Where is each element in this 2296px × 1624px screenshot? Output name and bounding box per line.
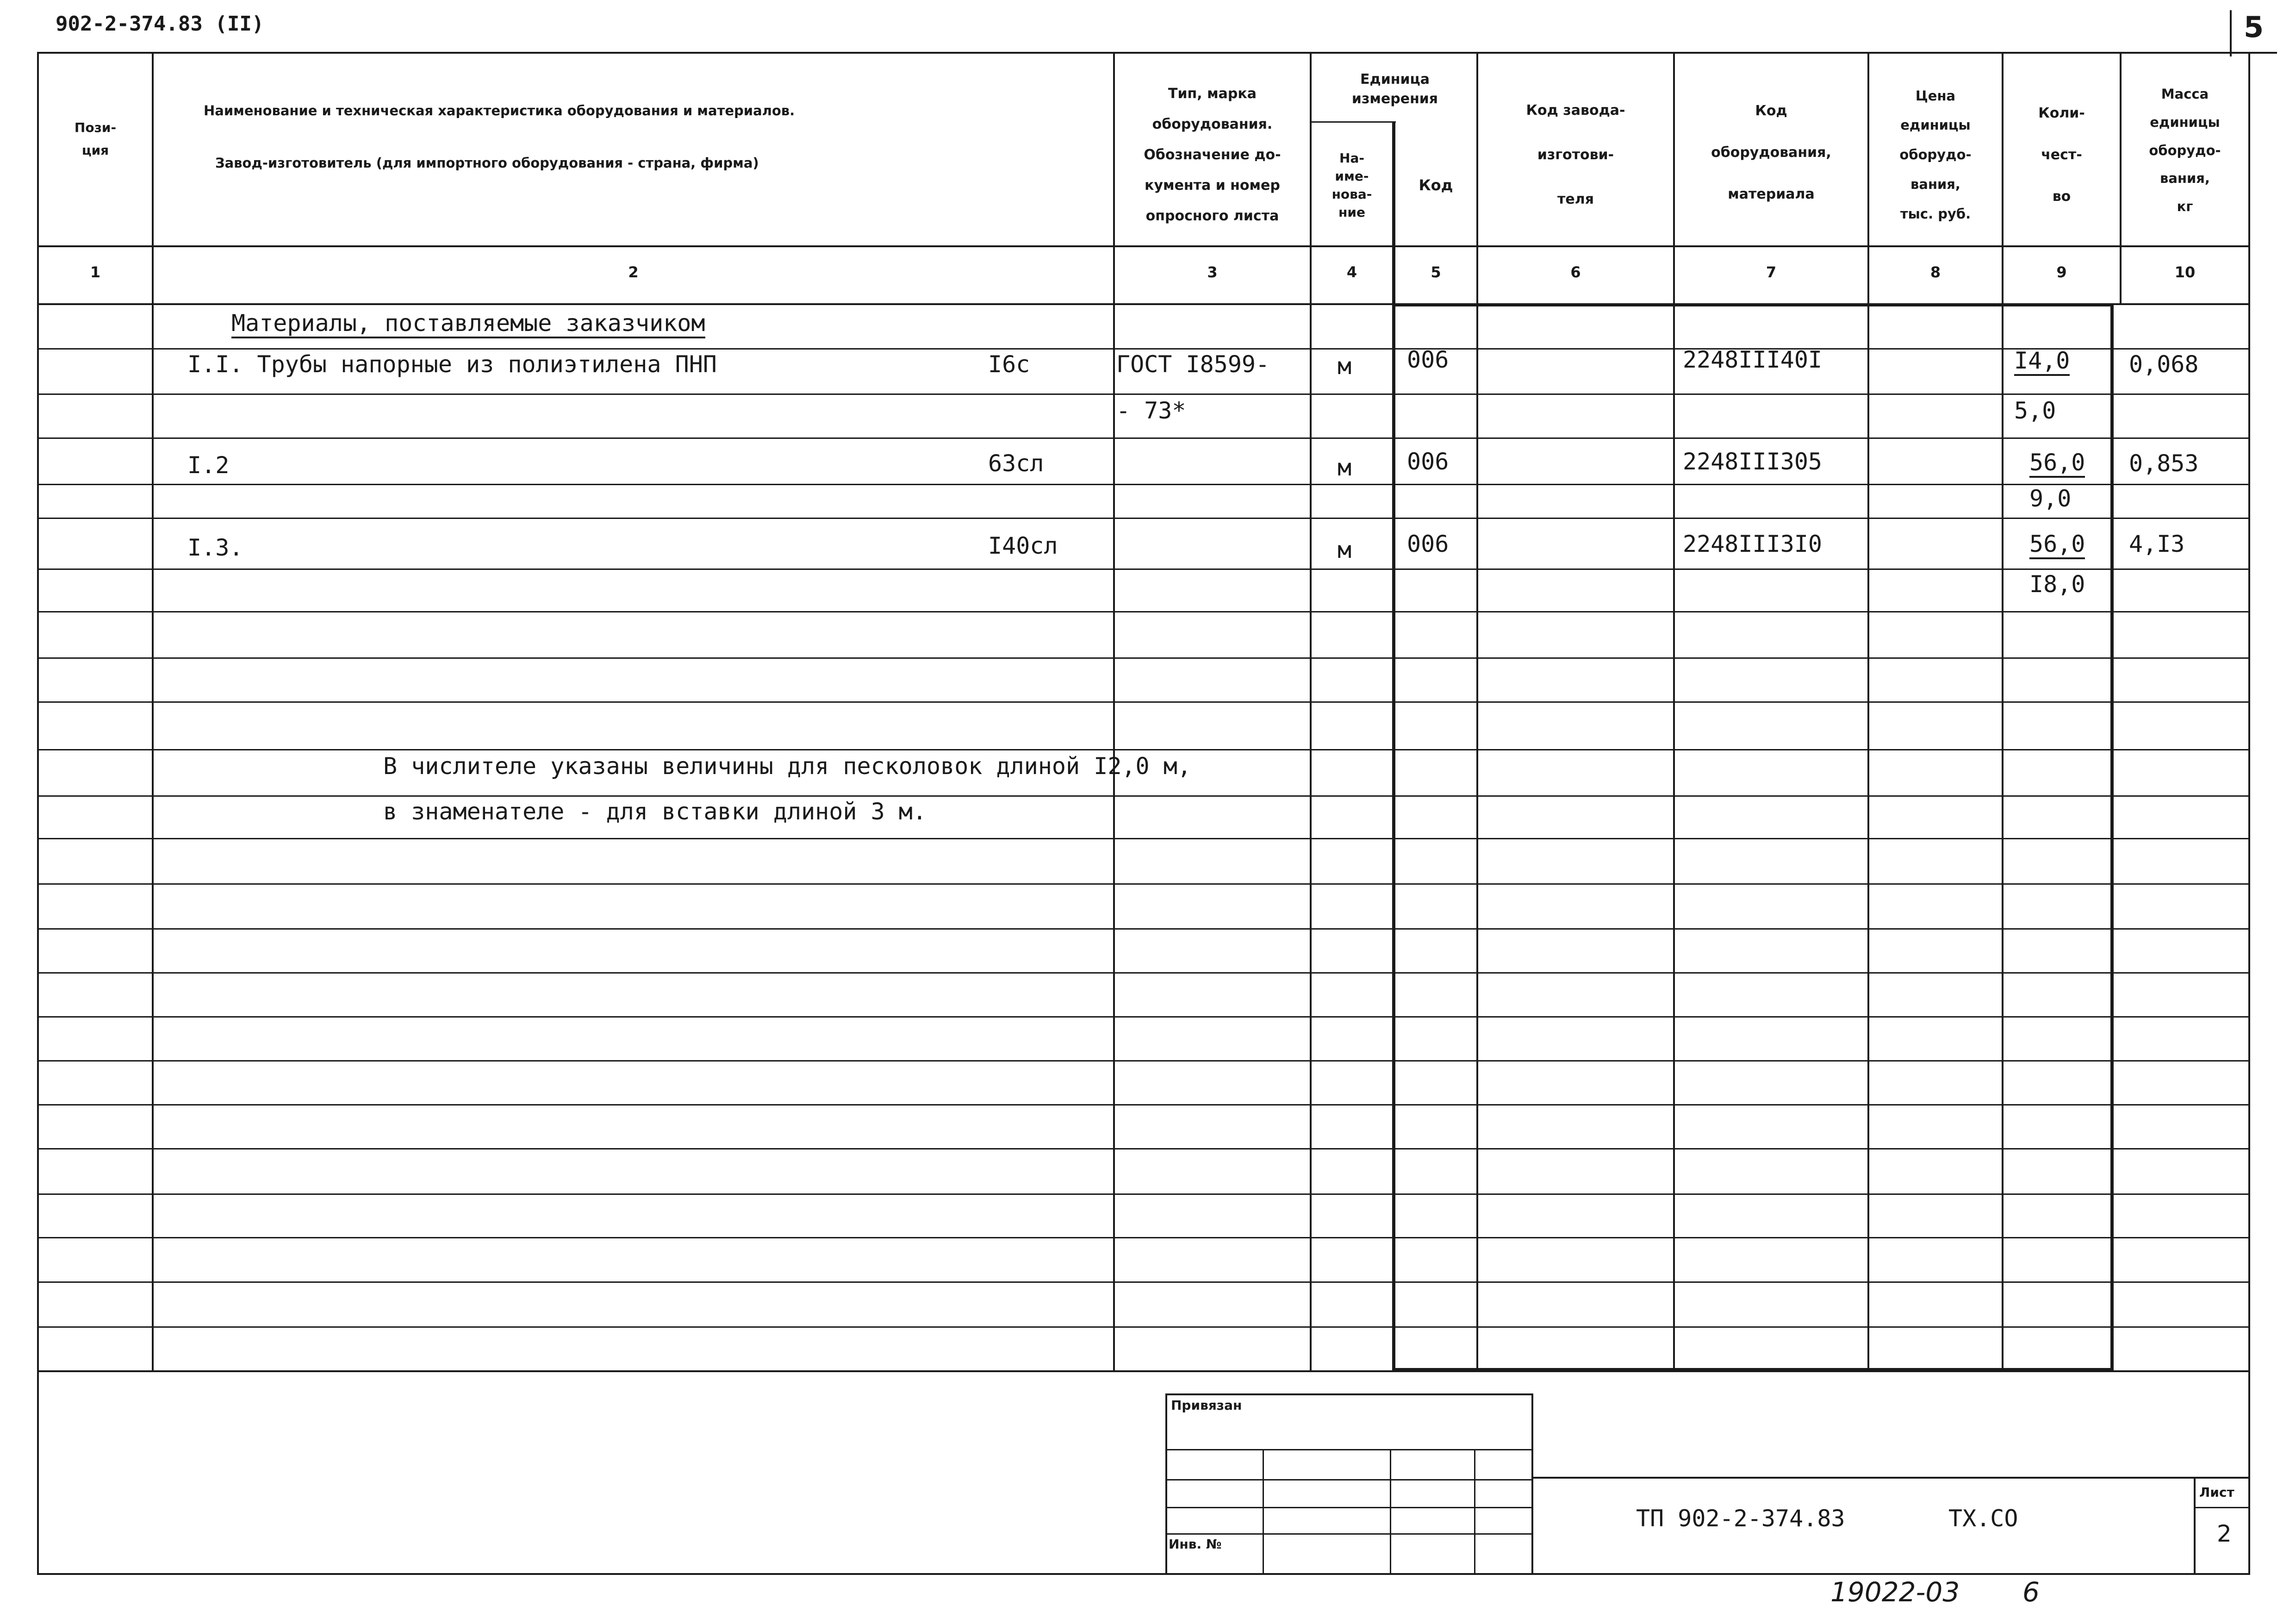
- stamp-privyazan: Привязан: [1171, 1398, 1242, 1413]
- item-material-code: 2248III3I0: [1683, 531, 1823, 557]
- item-unit: м: [1338, 353, 1352, 380]
- note-line-1: В числителе указаны величины для песколовок длиной I2,0 м,: [383, 753, 1191, 780]
- header-name-line1: Наименование и техническая характеристика оборудования и материалов.: [204, 103, 795, 119]
- colnum-2: 2: [628, 263, 639, 281]
- row-divider: [37, 972, 2249, 974]
- row-divider: [37, 394, 2249, 395]
- row-divider: [37, 437, 2249, 439]
- item-material-code: 2248III305: [1683, 448, 1823, 475]
- item-size: I40сл: [988, 532, 1058, 559]
- stamp-document-code: ТП 902-2-374.83: [1636, 1505, 1845, 1532]
- colnum-5: 5: [1431, 263, 1441, 281]
- row-divider: [37, 518, 2249, 519]
- item-unit-code: 006: [1407, 346, 1449, 373]
- document-code: 902-2-374.83 (II): [56, 12, 264, 36]
- item-mass: 0,853: [2129, 450, 2199, 477]
- stamp-sheet-label: Лист: [2199, 1485, 2234, 1500]
- colnum-4: 4: [1346, 263, 1357, 281]
- item-size: I6с: [988, 351, 1030, 378]
- header-unit-name: На- име- нова- ние: [1332, 150, 1372, 220]
- item-mass: 4,I3: [2129, 531, 2185, 557]
- row-divider: [37, 1326, 2249, 1328]
- row-divider: [37, 1193, 2249, 1195]
- row-divider: [37, 838, 2249, 839]
- item-doc-cont: - 73*: [1116, 397, 1186, 424]
- item-qty-numerator: I4,0: [2014, 349, 2070, 376]
- header-mass: Масса единицы оборудо- вания, кг: [2149, 86, 2221, 215]
- colnum-9: 9: [2056, 263, 2067, 281]
- section-title: Материалы, поставляемые заказчиком: [231, 312, 705, 338]
- item-name: I.I. Трубы напорные из полиэтилена ПНП: [187, 351, 717, 378]
- row-divider: [37, 1060, 2249, 1062]
- row-divider: [37, 749, 2249, 750]
- colnum-6: 6: [1570, 263, 1581, 281]
- stamp-inventory-number: Инв. №: [1169, 1537, 1222, 1552]
- item-qty-denominator: I8,0: [2029, 571, 2085, 598]
- row-divider: [37, 1016, 2249, 1018]
- header-price: Цена единицы оборудо- вания, тыс. руб.: [1899, 87, 1972, 222]
- colnum-7: 7: [1766, 263, 1777, 281]
- row-divider: [37, 484, 2249, 485]
- row-divider: [37, 1281, 2249, 1283]
- row-divider: [37, 568, 2249, 570]
- item-unit: м: [1338, 537, 1352, 563]
- archive-code: 19022-03: [1830, 1576, 1960, 1608]
- item-name: I.3.: [187, 534, 243, 561]
- header-factory-code: Код завода- изготови- теля: [1526, 102, 1625, 207]
- row-divider: [37, 701, 2249, 703]
- item-unit: м: [1338, 454, 1352, 481]
- header-position: Пози- ция: [74, 120, 117, 158]
- item-name: I.2: [187, 452, 230, 479]
- item-qty-denominator: 5,0: [2014, 397, 2056, 424]
- row-divider: [37, 1237, 2249, 1238]
- item-unit-code: 006: [1407, 531, 1449, 557]
- colnum-8: 8: [1930, 263, 1941, 281]
- colnum-3: 3: [1207, 263, 1218, 281]
- item-size: 63сл: [988, 450, 1044, 477]
- row-divider: [37, 883, 2249, 885]
- header-unit-code: Код: [1419, 176, 1453, 194]
- header-name-line2: Завод-изготовитель (для импортного оборудования - страна, фирма): [215, 155, 759, 171]
- archive-sheet: 6: [2022, 1576, 2040, 1608]
- item-qty-numerator: 56,0: [2029, 532, 2085, 559]
- header-material-code: Код оборудования, материала: [1711, 103, 1831, 202]
- stamp-mark: ТХ.СО: [1948, 1505, 2018, 1532]
- item-qty-numerator: 56,0: [2029, 451, 2085, 478]
- item-qty-denominator: 9,0: [2029, 485, 2072, 512]
- item-material-code: 2248III40I: [1683, 346, 1823, 373]
- row-divider: [37, 795, 2249, 797]
- row-divider: [37, 1148, 2249, 1149]
- item-doc: ГОСТ I8599-: [1116, 351, 1270, 378]
- header-quantity: Коли- чест- во: [2038, 105, 2085, 205]
- row-divider: [37, 348, 2249, 350]
- sheet-corner-number: 5: [2244, 10, 2264, 44]
- header-type: Тип, марка оборудования. Обозначение до- кумента и номер опросного листа: [1144, 86, 1281, 224]
- corner-mark: [2230, 10, 2232, 56]
- item-unit-code: 006: [1407, 448, 1449, 475]
- note-line-2: в знаменателе - для вставки длиной 3 м.: [383, 798, 927, 825]
- header-unit: Единица измерения: [1351, 71, 1438, 107]
- item-mass: 0,068: [2129, 351, 2199, 378]
- row-divider: [37, 657, 2249, 659]
- row-divider: [37, 611, 2249, 612]
- row-divider: [37, 1104, 2249, 1106]
- stamp-sheet-number: 2: [2217, 1520, 2232, 1547]
- row-divider: [37, 928, 2249, 930]
- colnum-1: 1: [90, 263, 101, 281]
- colnum-10: 10: [2174, 263, 2196, 281]
